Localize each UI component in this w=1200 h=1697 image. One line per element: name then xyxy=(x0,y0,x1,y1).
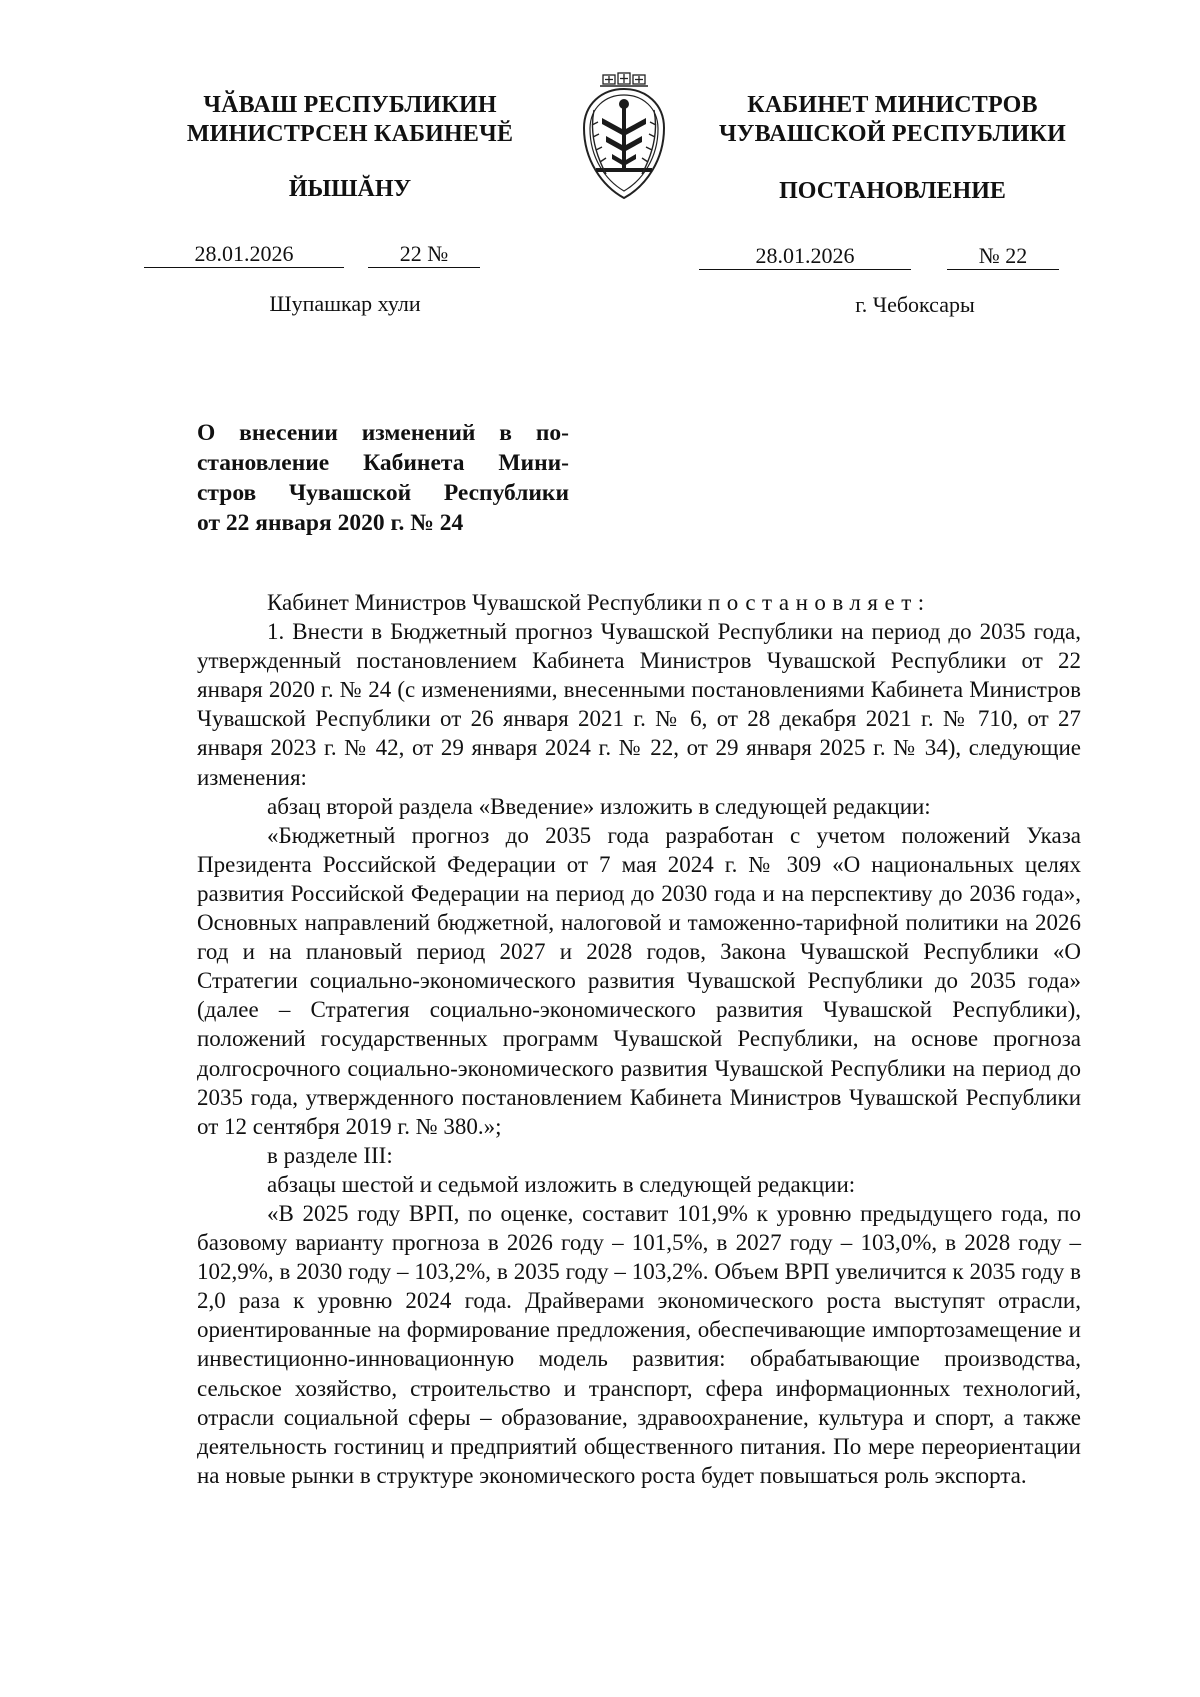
header-right-organization xyxy=(705,91,1080,149)
header-right-date: 28.01.2026 xyxy=(699,243,911,270)
preamble-lead: Кабинет Министров Чувашской Республики xyxy=(267,590,708,615)
paragraph-introduction-text: «Бюджетный прогноз до 2035 года разработан с учетом положений Указа Президента Российской Федерации от 7 мая 2024 г. № 309 «О национальных целях развития Российской Федерации на период до 2030 года и на перспективу до 2036 года», Основных направлений бюджетной, налоговой и таможенно-тарифной политики на 2026 год и на плановый период 2027 и 2028 годов, Закона Чувашской Республики «О Стратегии социально-экономического развития Чувашской Республики до 2035 года» (далее – Стратегия социально-экономического развития Чувашской Республики), положений государственных программ Чувашской Республики, на основе прогноза долгосрочного социально-экономического развития Чувашской Республики на период до 2035 года, утвержденного постановлением Кабинета Министров Чувашской Республики от 12 сентября 2019 г. № 380.»; xyxy=(197,822,1081,1139)
paragraph-introduction-change: абзац второй раздела «Введение» изложить в следующей редакции: xyxy=(267,793,931,819)
paragraph-preamble xyxy=(197,588,1081,617)
title-line-3: стров Чувашской Республики xyxy=(197,480,569,506)
header-left-org-line2: МИНИСТРСЕН КАБИНЕЧӖ xyxy=(186,121,514,147)
header-left-org-line1: ЧӐВАШ РЕСПУБЛИКИН xyxy=(203,92,497,118)
document-title xyxy=(197,418,569,538)
title-line-1: О внесении изменений в по- xyxy=(197,420,569,446)
header-right-org-line2: ЧУВАШСКОЙ РЕСПУБЛИКИ xyxy=(718,121,1067,147)
header-right-doc-type: ПОСТАНОВЛЕНИЕ xyxy=(779,178,1006,204)
header-left-doc-type: ЙЫШĂНУ xyxy=(288,176,412,202)
paragraph-section-3: в разделе III: xyxy=(267,1142,393,1168)
paragraph-item-1: 1. Внести в Бюджетный прогноз Чувашской Республики на период до 2035 года, утвержденный постановлением Кабинета Министров Чувашской Республики от 22 января 2020 г. № 24 (с изменениями, внесенными постановлениями Кабинета Министров Чувашской Республики от 26 января 2021 г. № 6, от 28 декабря 2021 г. № 710, от 27 января 2023 г. № 42, от 29 января 2024 г. № 22, от 29 января 2025 г. № 34), следующие изменения: xyxy=(197,619,1081,790)
header-right-number: № 22 xyxy=(947,243,1059,270)
paragraph-grp-forecast: «В 2025 году ВРП, по оценке, составит 101,9% к уровню предыдущего года, по базовому варианту прогноза в 2026 году – 101,5%, в 2027 году – 103,0%, в 2028 году – 102,9%, в 2030 году – 103,2%, в 2035 году – 103,2%. Объем ВРП увеличится к 2035 году в 2,0 раза к уровню 2024 года. Драйверами экономического роста выступят отрасли, ориентированные на формирование предложения, обеспечивающие импортозамещение и инвестиционно-инновационную модель развития: обрабатывающие производства, сельское хозяйство, строительство и транспорт, сфера информационных технологий, отрасли социальной сферы – образование, здравоохранение, культура и спорт, а также деятельность гостиниц и предприятий общественного питания. По мере переориентации на новые рынки в структуре экономического роста будет повышаться роль экспорта. xyxy=(197,1200,1081,1488)
header-left-organization xyxy=(170,91,530,149)
header-right-org-line1: КАБИНЕТ МИНИСТРОВ xyxy=(747,92,1038,118)
title-line-4: от 22 января 2020 г. № 24 xyxy=(197,510,464,536)
header-right-place: г. Чебоксары xyxy=(855,292,975,317)
header-left-date: 28.01.2026 xyxy=(144,241,344,268)
preamble-verb: постановляет: xyxy=(707,590,931,615)
header-left-place: Шупашкар хули xyxy=(269,291,421,316)
emblem-graphic xyxy=(572,70,676,204)
chuvash-republic-emblem-icon xyxy=(572,70,676,204)
paragraph-section-3-change: абзацы шестой и седьмой изложить в следующей редакции: xyxy=(267,1171,856,1197)
header-left-number: 22 № xyxy=(368,241,480,268)
title-line-2: становление Кабинета Мини- xyxy=(197,450,569,476)
document-body xyxy=(197,588,1081,1490)
